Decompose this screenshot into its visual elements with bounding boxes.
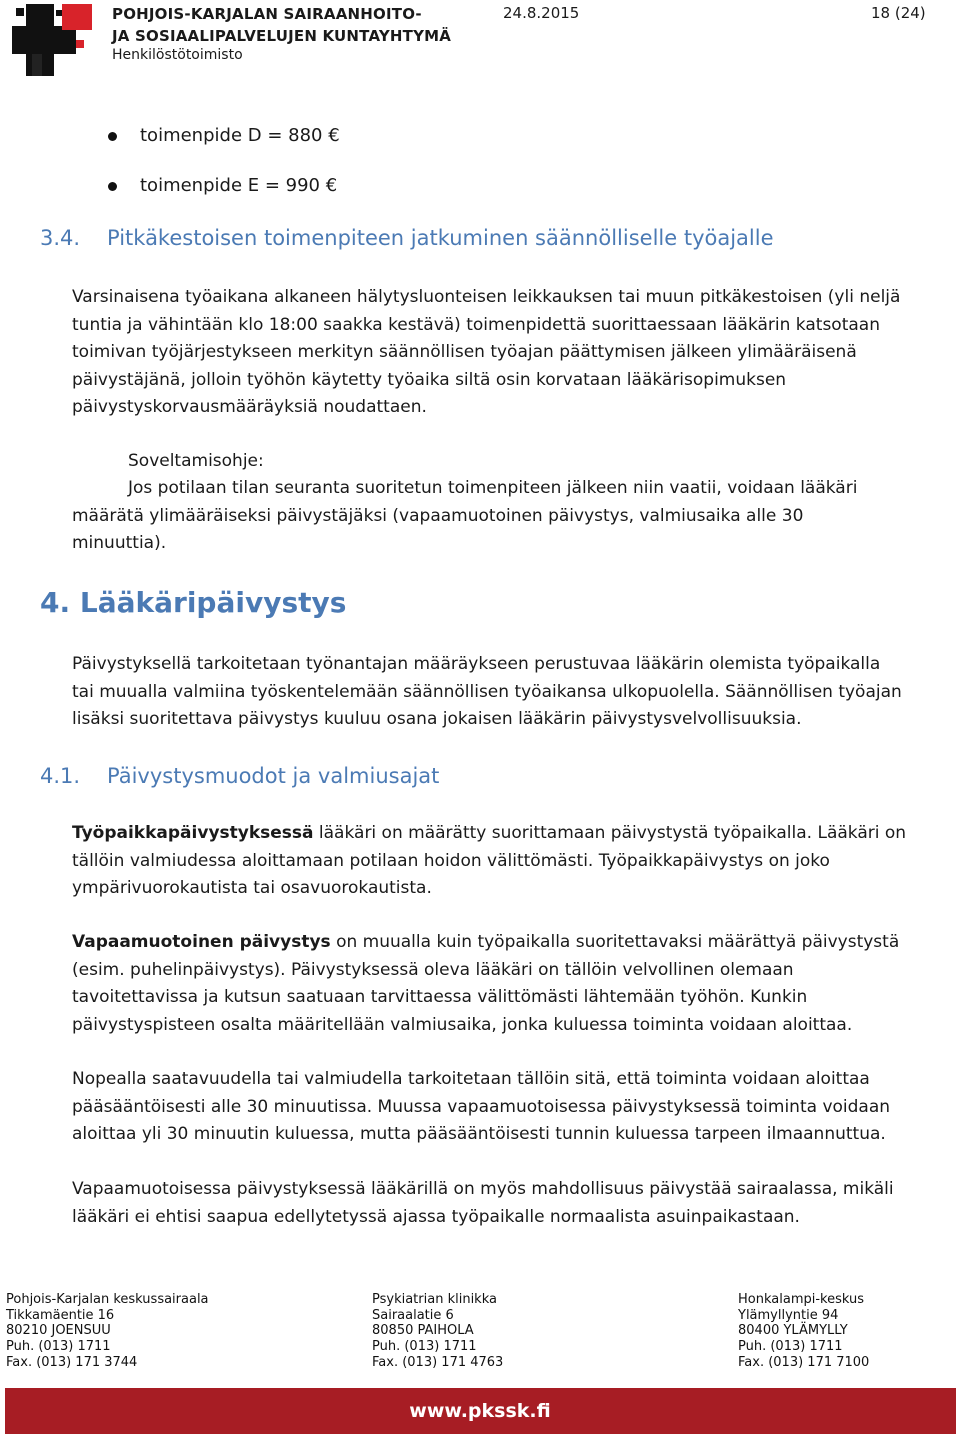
subsection-number: 4.1. [40, 764, 81, 788]
subsection-title: Päivystysmuodot ja valmiusajat [107, 764, 440, 788]
footer-line: Fax. (013) 171 3744 [6, 1354, 138, 1370]
paragraph-line: Vapaamuotoisessa päivystyksessä lääkärillä on myös mahdollisuus päivystää sairaalassa, mikäli [72, 1179, 894, 1199]
organization-logo [12, 4, 92, 76]
guidance-line: minuuttia). [72, 533, 167, 553]
footer-line: Puh. (013) 1711 [6, 1339, 111, 1355]
paragraph-line: Nopealla saatavuudella tai valmiudella tarkoitetaan tällöin sitä, että toiminta voidaan aloittaa [72, 1069, 870, 1089]
paragraph-text: on muualla kuin työpaikalla suoritettavaksi määrättyä päivystystä [330, 932, 900, 952]
paragraph-line: pääsääntöisesti alle 30 minuutissa. Muussa vapaamuotoisessa päivystyksessä toiminta voidaan [72, 1096, 891, 1117]
guidance-line: Jos potilaan tilan seuranta suoritetun toimenpiteen jälkeen niin vaatii, voidaan lääkäri [128, 478, 858, 498]
paragraph-line: tuntia ja vähintään klo 18:00 saakka kestävä) toimenpidettä suorittaessaan lääkärin katsotaan [72, 314, 880, 335]
bullet-item: toimenpide E = 990 € [140, 175, 338, 196]
guidance-line: määrätä ylimääräiseksi päivystäjäksi (vapaamuotoinen päivystys, valmiusaika alle 30 [72, 506, 804, 526]
free-duty-paragraph [72, 929, 956, 1039]
document-date: 24.8.2015 [503, 4, 580, 22]
paragraph-line: päivystäjänä, jolloin työhön käytetty työaika siltä osin korvataan lääkärisopimuksen [72, 369, 787, 390]
footer-address-honkalampi [738, 1292, 869, 1371]
paragraph-line: (esim. puhelinpäivystys). Päivystyksessä oleva lääkäri on tällöin velvollinen olemaan [72, 959, 794, 980]
section-paragraph [72, 284, 956, 422]
section-number: 3.4. [40, 226, 81, 250]
footer-line: Honkalampi-keskus [738, 1292, 865, 1307]
term-bold: Työpaikkapäivystyksessä [72, 823, 314, 843]
footer-line: Fax. (013) 171 7100 [738, 1354, 870, 1370]
footer-line: Pohjois-Karjalan keskussairaala [6, 1292, 209, 1307]
website-link[interactable]: www.pkssk.fi [409, 1400, 551, 1422]
paragraph-line: lisäksi suoritettava päivystys kuuluu osana jokaisen lääkärin päivystysvelvollisuuksia. [72, 709, 802, 729]
section-title: Pitkäkestoisen toimenpiteen jatkuminen säännölliselle työajalle [107, 226, 774, 250]
bullet-dot [108, 182, 117, 191]
footer-address-psychiatry [372, 1292, 503, 1371]
organization-name-line1: POHJOIS-KARJALAN SAIRAANHOITO- [112, 5, 422, 23]
chapter-title: 4. Lääkäripäivystys [40, 586, 347, 619]
footer-line: Ylämyllyntie 94 [738, 1307, 839, 1323]
footer-line: 80210 JOENSUU [6, 1323, 111, 1339]
paragraph-line: päivystyskorvausmääräyksiä noudattaen. [72, 397, 427, 417]
paragraph-line: tai muualla valmiina työskentelemään säännöllisen työaikansa ulkopuolella. Säännöllisen työajan [72, 681, 902, 702]
paragraph-line: tällöin valmiudessa aloittamaan potilaan hoidon välittömästi. Työpaikkapäivystys on joko [72, 850, 830, 871]
footer-line: 80400 YLÄMYLLY [738, 1323, 848, 1339]
bullet-item: toimenpide D = 880 € [140, 125, 340, 146]
page-number: 18 (24) [871, 4, 926, 22]
chapter-paragraph [72, 651, 956, 734]
department-name: Henkilöstötoimisto [112, 47, 243, 63]
paragraph-line: päivystyspisteen osalta määritellään valmiusaika, jonka kuluessa toiminta voidaan aloittaa. [72, 1014, 853, 1035]
paragraph-text: lääkäri on määrätty suorittamaan päivystystä työpaikalla. Lääkäri on [313, 823, 907, 843]
paragraph-line: toimivan työjärjestykseen merkityn säännöllisen työajan päättymisen jälkeen ylimääräisenä [72, 342, 857, 362]
paragraph-line: tavoitettavissa ja kutsun saatuaan tarvittaessa välittömästi lähtemään työhön. Kunkin [72, 987, 808, 1007]
footer-line: Puh. (013) 1711 [372, 1339, 477, 1355]
footer-line: Puh. (013) 1711 [738, 1339, 843, 1355]
organization-name-line2: JA SOSIAALIPALVELUJEN KUNTAYHTYMÄ [112, 27, 452, 45]
term-bold: Vapaamuotoinen päivystys [72, 932, 331, 952]
paragraph-line: lääkäri ei ehtisi saapua edellytetyssä ajassa työpaikalle normaalista asuinpaikastaan. [72, 1206, 800, 1227]
availability-paragraph [72, 1066, 956, 1149]
hospital-duty-paragraph [72, 1176, 956, 1231]
footer-line: Fax. (013) 171 4763 [372, 1354, 504, 1370]
footer-line: Sairaalatie 6 [372, 1307, 454, 1323]
guidance-label: Soveltamisohje: [128, 451, 264, 471]
footer-line: Tikkamäentie 16 [6, 1307, 115, 1323]
paragraph-line: Päivystyksellä tarkoitetaan työnantajan määräykseen perustuvaa lääkärin olemista työpaikalla [72, 654, 881, 674]
paragraph-line: aloittaa yli 30 minuutin kuluessa, mutta pääsääntöisesti tunnin kuluessa tarpeen ilmaannuttua. [72, 1124, 886, 1144]
workplace-duty-paragraph [72, 820, 956, 903]
footer-line: 80850 PAIHOLA [372, 1323, 474, 1339]
footer-line: Psykiatrian klinikka [372, 1292, 497, 1307]
bullet-dot [108, 132, 117, 141]
paragraph-line: Varsinaisena työaikana alkaneen hälytysluonteisen leikkauksen tai muun pitkäkestoisen (yli neljä [72, 287, 901, 307]
paragraph-line: ympärivuorokautista tai osavuorokautista. [72, 878, 432, 898]
footer-address-hospital [6, 1292, 209, 1371]
